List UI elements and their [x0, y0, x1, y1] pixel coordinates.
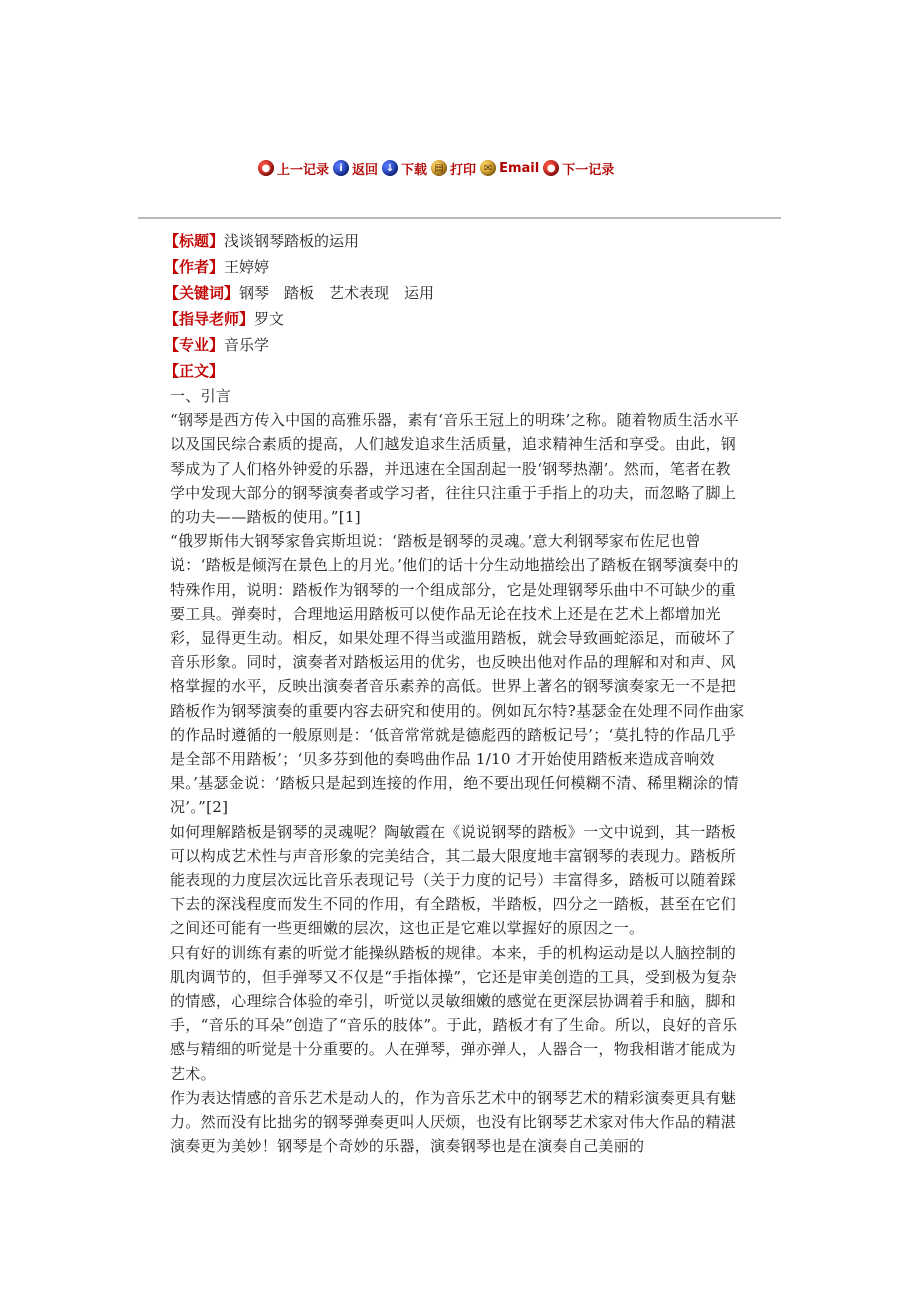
next-record-button[interactable]	[543, 159, 614, 178]
author-row	[164, 254, 764, 280]
print-button[interactable]	[431, 159, 476, 178]
prev-record-button[interactable]	[258, 159, 329, 178]
prev-record-label: 上一记录	[277, 162, 330, 178]
paragraph: “钢琴是西方传入中国的高雅乐器，素有‘音乐王冠上的明珠’之称。随着物质生活水平以及国民综合素质的提高，人们越发追求生活质量，追求精神生活和享受。由此，钢琴成为了人们格外钟爱的乐器，并迅速在全国刮起一股‘钢琴热潮’。然而，笔者在教学中发现大部分的钢琴演奏者或学习者，往往只注重于手指上的功夫，而忽略了脚上的功夫——踏板的使用。”[1]	[170, 411, 739, 527]
major-value: 音乐学	[224, 336, 270, 354]
email-button[interactable]	[480, 160, 539, 176]
download-icon: ↓	[382, 160, 398, 176]
record-toolbar	[258, 156, 678, 180]
paragraph: 只有好的训练有素的听觉才能操纵踏板的规律。本来，手的机构运动是以人脑控制的肌肉调节的，但手弹琴又不仅是“手指体操”，它还是审美创造的工具，受到极为复杂的情感，心理综合体验的牵引，听觉以灵敏细嫩的感觉在更深层协调着手和脑，脚和手，“音乐的耳朵”创造了“音乐的肢体”。于此，踏板才有了生命。所以，良好的音乐感与精细的听觉是十分重要的。人在弹琴，弹亦弹人，人器合一，物我相谐才能成为艺术。	[170, 943, 738, 1083]
next-record-label: 下一记录	[562, 162, 615, 178]
keywords-value: 钢琴 踏板 艺术表现 运用	[239, 284, 435, 302]
article-meta	[164, 228, 764, 384]
download-label: 下载	[401, 162, 428, 178]
back-label: 返回	[352, 162, 379, 178]
advisor-row	[164, 306, 764, 332]
back-button[interactable]	[333, 159, 378, 178]
article-body	[170, 384, 746, 1159]
body-label-row	[164, 358, 764, 384]
keywords-row	[164, 280, 764, 306]
body-label: 【正文】	[164, 362, 225, 380]
red-ball-icon: ●	[258, 160, 274, 176]
major-row	[164, 332, 764, 358]
paragraph: “俄罗斯伟大钢琴家鲁宾斯坦说：‘踏板是钢琴的灵魂。’意大利钢琴家布佐尼也曾说：‘踏板是倾泻在景色上的月光。’他们的话十分生动地描绘出了踏板在钢琴演奏中的特殊作用，说明：踏板作为钢琴的一个组成部分，它是处理钢琴乐曲中不可缺少的重要工具。弹奏时，合理地运用踏板可以使作品无论在技术上还是在艺术上都增加光彩，显得更生动。相反，如果处理不得当或滥用踏板，就会导致画蛇添足，而破坏了音乐形象。同时，演奏者对踏板运用的优劣，也反映出他对作品的理解和对和声、风格掌握的水平，反映出演奏者音乐素养的高低。世界上著名的钢琴演奏家无一不是把踏板作为钢琴演奏的重要内容去研究和使用的。例如瓦尔特?基瑟金在处理不同作曲家的作品时遵循的一般原则是：‘低音常常就是德彪西的踏板记号’；‘莫扎特的作品几乎是全部不用踏板’；‘贝多芬到他的奏鸣曲作品 1/10 才开始使用踏板来造成音响效果。’基瑟金说：‘踏板只是起到连接的作用，绝不要出现任何模糊不清、稀里糊涂的情况’。”[2]	[170, 532, 745, 817]
download-button[interactable]	[382, 159, 427, 178]
email-label: Email	[499, 160, 540, 176]
advisor-label: 【指导老师】	[164, 310, 255, 328]
paragraph: 作为表达情感的音乐艺术是动人的，作为音乐艺术中的钢琴艺术的精彩演奏更具有魅力。然而没有比拙劣的钢琴弹奏更叫人厌烦，也没有比钢琴艺术家对伟大作品的精湛演奏更为美妙！钢琴是个奇妙的乐器，演奏钢琴也是在演奏自己美丽的	[170, 1088, 737, 1156]
article-title: 浅谈钢琴踏板的运用	[224, 232, 360, 250]
header-divider	[138, 217, 781, 219]
info-icon: i	[333, 160, 349, 176]
mail-icon: ✉	[480, 160, 496, 176]
major-label: 【专业】	[164, 336, 225, 354]
title-row	[164, 228, 764, 254]
print-icon: ▤	[431, 160, 447, 176]
red-ball-icon: ●	[543, 160, 559, 176]
author-value: 王婷婷	[224, 258, 270, 276]
keywords-label: 【关键词】	[164, 284, 240, 302]
section-heading: 一、引言	[170, 387, 232, 405]
title-label: 【标题】	[164, 232, 225, 250]
paragraph: 如何理解踏板是钢琴的灵魂呢？陶敏霞在《说说钢琴的踏板》一文中说到，其一踏板可以构成艺术性与声音形象的完美结合，其二最大限度地丰富钢琴的表现力。踏板所能表现的力度层次远比音乐表现记号（关于力度的记号）丰富得多，踏板可以随着踩下去的深浅程度而发生不同的作用，有全踏板，半踏板，四分之一踏板，甚至在它们之间还可能有一些更细嫩的层次，这也正是它难以掌握好的原因之一。	[170, 822, 737, 938]
advisor-value: 罗文	[254, 310, 285, 328]
author-label: 【作者】	[164, 258, 225, 276]
print-label: 打印	[450, 162, 477, 178]
